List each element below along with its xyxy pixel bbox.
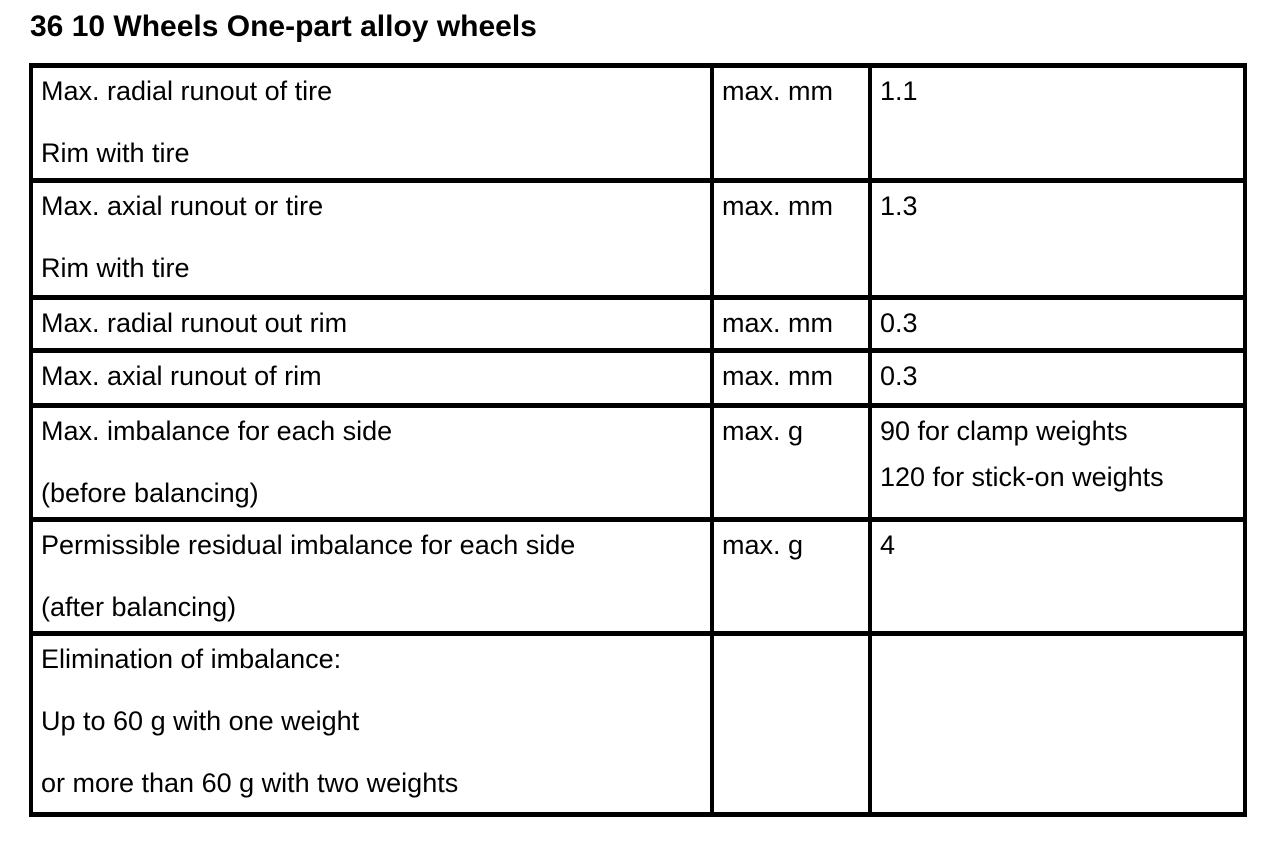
description-line: Up to 60 g with one weight bbox=[41, 706, 360, 736]
description-line: Elimination of imbalance: bbox=[41, 644, 342, 674]
description-cell bbox=[31, 520, 712, 634]
value-cell bbox=[870, 520, 1245, 634]
unit-cell bbox=[712, 634, 870, 815]
description-line: Max. radial runout of tire bbox=[41, 76, 333, 106]
description-cell bbox=[31, 66, 712, 181]
value-cell bbox=[870, 66, 1245, 181]
unit-cell bbox=[712, 520, 870, 634]
description-line: Max. radial runout out rim bbox=[41, 308, 348, 338]
description-cell bbox=[31, 351, 712, 406]
table-row bbox=[31, 520, 1245, 634]
wheel-spec-table bbox=[29, 63, 1247, 817]
description-line: Max. imbalance for each side bbox=[41, 416, 393, 446]
value-cell bbox=[870, 634, 1245, 815]
value-line: 1.3 bbox=[880, 191, 918, 221]
description-line: (before balancing) bbox=[41, 478, 259, 508]
value-line: 90 for clamp weights bbox=[880, 416, 1128, 446]
value-line: 0.3 bbox=[880, 361, 918, 391]
table-row bbox=[31, 406, 1245, 520]
description-cell bbox=[31, 406, 712, 520]
value-cell bbox=[870, 298, 1245, 351]
unit-text: max. mm bbox=[722, 76, 833, 106]
unit-cell bbox=[712, 298, 870, 351]
table-row bbox=[31, 634, 1245, 815]
description-cell bbox=[31, 181, 712, 298]
unit-text: max. mm bbox=[722, 191, 833, 221]
value-line: 120 for stick-on weights bbox=[880, 462, 1164, 492]
spec-table-body bbox=[31, 66, 1245, 815]
description-line: Max. axial runout of rim bbox=[41, 361, 322, 391]
unit-text: max. mm bbox=[722, 361, 833, 391]
table-row bbox=[31, 181, 1245, 298]
unit-cell bbox=[712, 406, 870, 520]
description-cell bbox=[31, 298, 712, 351]
value-line: 0.3 bbox=[880, 308, 918, 338]
unit-cell bbox=[712, 181, 870, 298]
description-line: Rim with tire bbox=[41, 138, 190, 168]
description-line: (after balancing) bbox=[41, 592, 237, 622]
page-title: 36 10 Wheels One-part alloy wheels bbox=[30, 10, 537, 43]
value-line: 1.1 bbox=[880, 76, 918, 106]
description-line: Rim with tire bbox=[41, 253, 190, 283]
description-cell bbox=[31, 634, 712, 815]
value-cell bbox=[870, 351, 1245, 406]
table-row bbox=[31, 351, 1245, 406]
value-line: 4 bbox=[880, 530, 896, 560]
description-line: Max. axial runout or tire bbox=[41, 191, 324, 221]
unit-cell bbox=[712, 351, 870, 406]
unit-text: max. g bbox=[722, 530, 804, 560]
description-line: Permissible residual imbalance for each side bbox=[41, 530, 576, 560]
table-row bbox=[31, 66, 1245, 181]
unit-cell bbox=[712, 66, 870, 181]
value-cell bbox=[870, 181, 1245, 298]
unit-text: max. g bbox=[722, 416, 804, 446]
table-row bbox=[31, 298, 1245, 351]
description-line: or more than 60 g with two weights bbox=[41, 768, 459, 798]
unit-text: max. mm bbox=[722, 308, 833, 338]
value-cell bbox=[870, 406, 1245, 520]
